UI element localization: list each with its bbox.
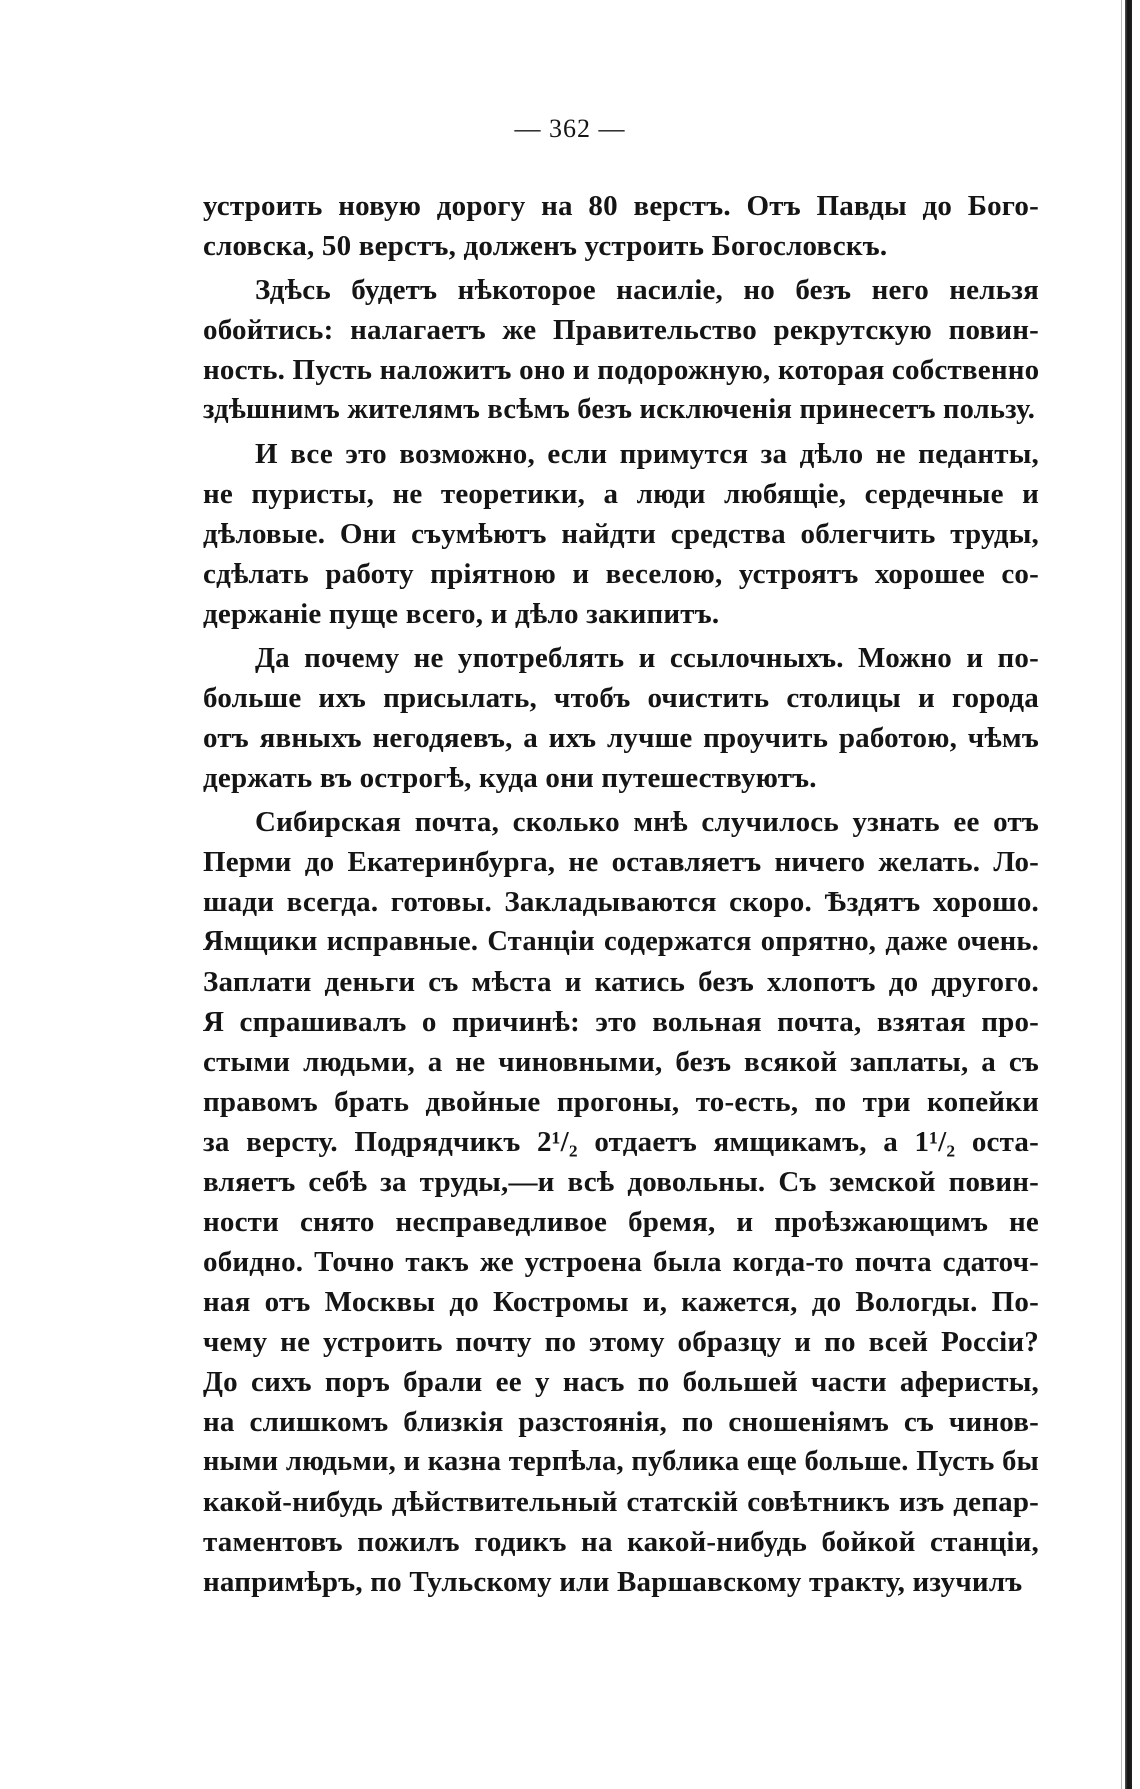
text-line: стыми людьми, а не чиновными, безъ всякой заплаты, а съ [203,1046,1039,1078]
text-line: шади всегда. готовы. Закладываются скоро. Ѣздятъ хорошо. [203,886,1039,918]
text-line: ными людьми, и казна терпѣла, публика еще больше. Пусть бы [203,1446,1039,1477]
text-line: Я спрашивалъ о причинѣ: это вольная почта, взятая про- [203,1006,1039,1038]
text-line: устроить новую дорогу на 80 верстъ. Отъ Павды до Бого- [203,190,1039,222]
text-line: сдѣлать работу пріятною и веселою, устроятъ хорошее со- [203,558,1039,590]
paragraph [203,186,1039,266]
text-line: держаніе пуще всего, и дѣло закипитъ. [203,598,720,630]
text-line: И все это возможно, если примутся за дѣло не педанты, [255,438,1039,470]
text-line: на слишкомъ близкія разстоянія, по сношеніямъ съ чинов- [203,1406,1039,1438]
text-line: Сибирская почта, сколько мнѣ случилось узнать ее отъ [255,806,1039,838]
page-edge-shadow [1121,0,1122,1789]
text-line: обойтись: налагаетъ же Правительство рекрутскую повин- [203,314,1039,346]
text-line: чему не устроить почту по этому образцу и по всей Россіи? [203,1326,1039,1358]
text-line: словска, 50 верстъ, долженъ устроить Богословскъ. [203,230,888,262]
text-line: ности снято несправедливое бремя, и проѣзжающимъ не [203,1206,1039,1238]
page-number: — 362 — [514,114,626,143]
paragraph [203,802,1039,1602]
page-edge [1125,0,1132,1789]
text-line: больше ихъ присылать, чтобъ очистить столицы и города [203,682,1039,714]
text-line: До сихъ поръ брали ее у насъ по большей части аферисты, [203,1366,1039,1398]
text-line: Заплати деньги съ мѣста и катись безъ хлопотъ до другого. [203,966,1039,998]
text-line: обидно. Точно такъ же устроена была когда-то почта сдаточ- [203,1246,1039,1278]
body-text [203,186,1039,1602]
text-line: напримѣръ, по Тульскому или Варшавскому тракту, изучилъ [203,1566,1023,1598]
text-line: какой-нибудь дѣйствительный статскій совѣтникъ изъ депар- [203,1486,1039,1518]
text-line: ная отъ Москвы до Костромы и, кажется, до Вологды. По- [203,1286,1039,1318]
text-line: ность. Пусть наложитъ оно и подорожную, которая собственно [203,354,1040,386]
paragraph [203,434,1039,634]
text-line: Ямщики исправные. Станціи содержатся опрятно, даже очень. [203,926,1039,957]
text-line: правомъ брать двойные прогоны, то-есть, по три копейки [203,1086,1039,1118]
text-line: таментовъ пожилъ годикъ на какой-нибудь бойкой станціи, [203,1526,1039,1558]
paragraph [203,270,1039,430]
text-line: Здѣсь будетъ нѣкоторое насиліе, но безъ него нельзя [255,274,1039,306]
text-line: вляетъ себѣ за труды,—и всѣ довольны. Съ земской повин- [203,1166,1039,1198]
text-line: не пуристы, не теоретики, а люди любящіе, сердечные и [203,478,1039,510]
text-line: за версту. Подрядчикъ 2¹/₂ отдаетъ ямщикамъ, а 1¹/₂ оста- [203,1126,1039,1158]
text-line: отъ явныхъ негодяевъ, а ихъ лучше проучить работою, чѣмъ [203,722,1039,754]
paragraph [203,638,1039,798]
text-line: Перми до Екатеринбурга, не оставляетъ ничего желать. Ло- [203,846,1039,878]
text-line: держать въ острогѣ, куда они путешествуютъ. [203,762,817,794]
text-line: Да почему не употреблять и ссылочныхъ. Можно и по- [255,642,1039,674]
text-line: дѣловые. Они съумѣютъ найдти средства облегчить труды, [203,518,1039,550]
text-line: здѣшнимъ жителямъ всѣмъ безъ исключенія принесетъ пользу. [203,394,1036,425]
